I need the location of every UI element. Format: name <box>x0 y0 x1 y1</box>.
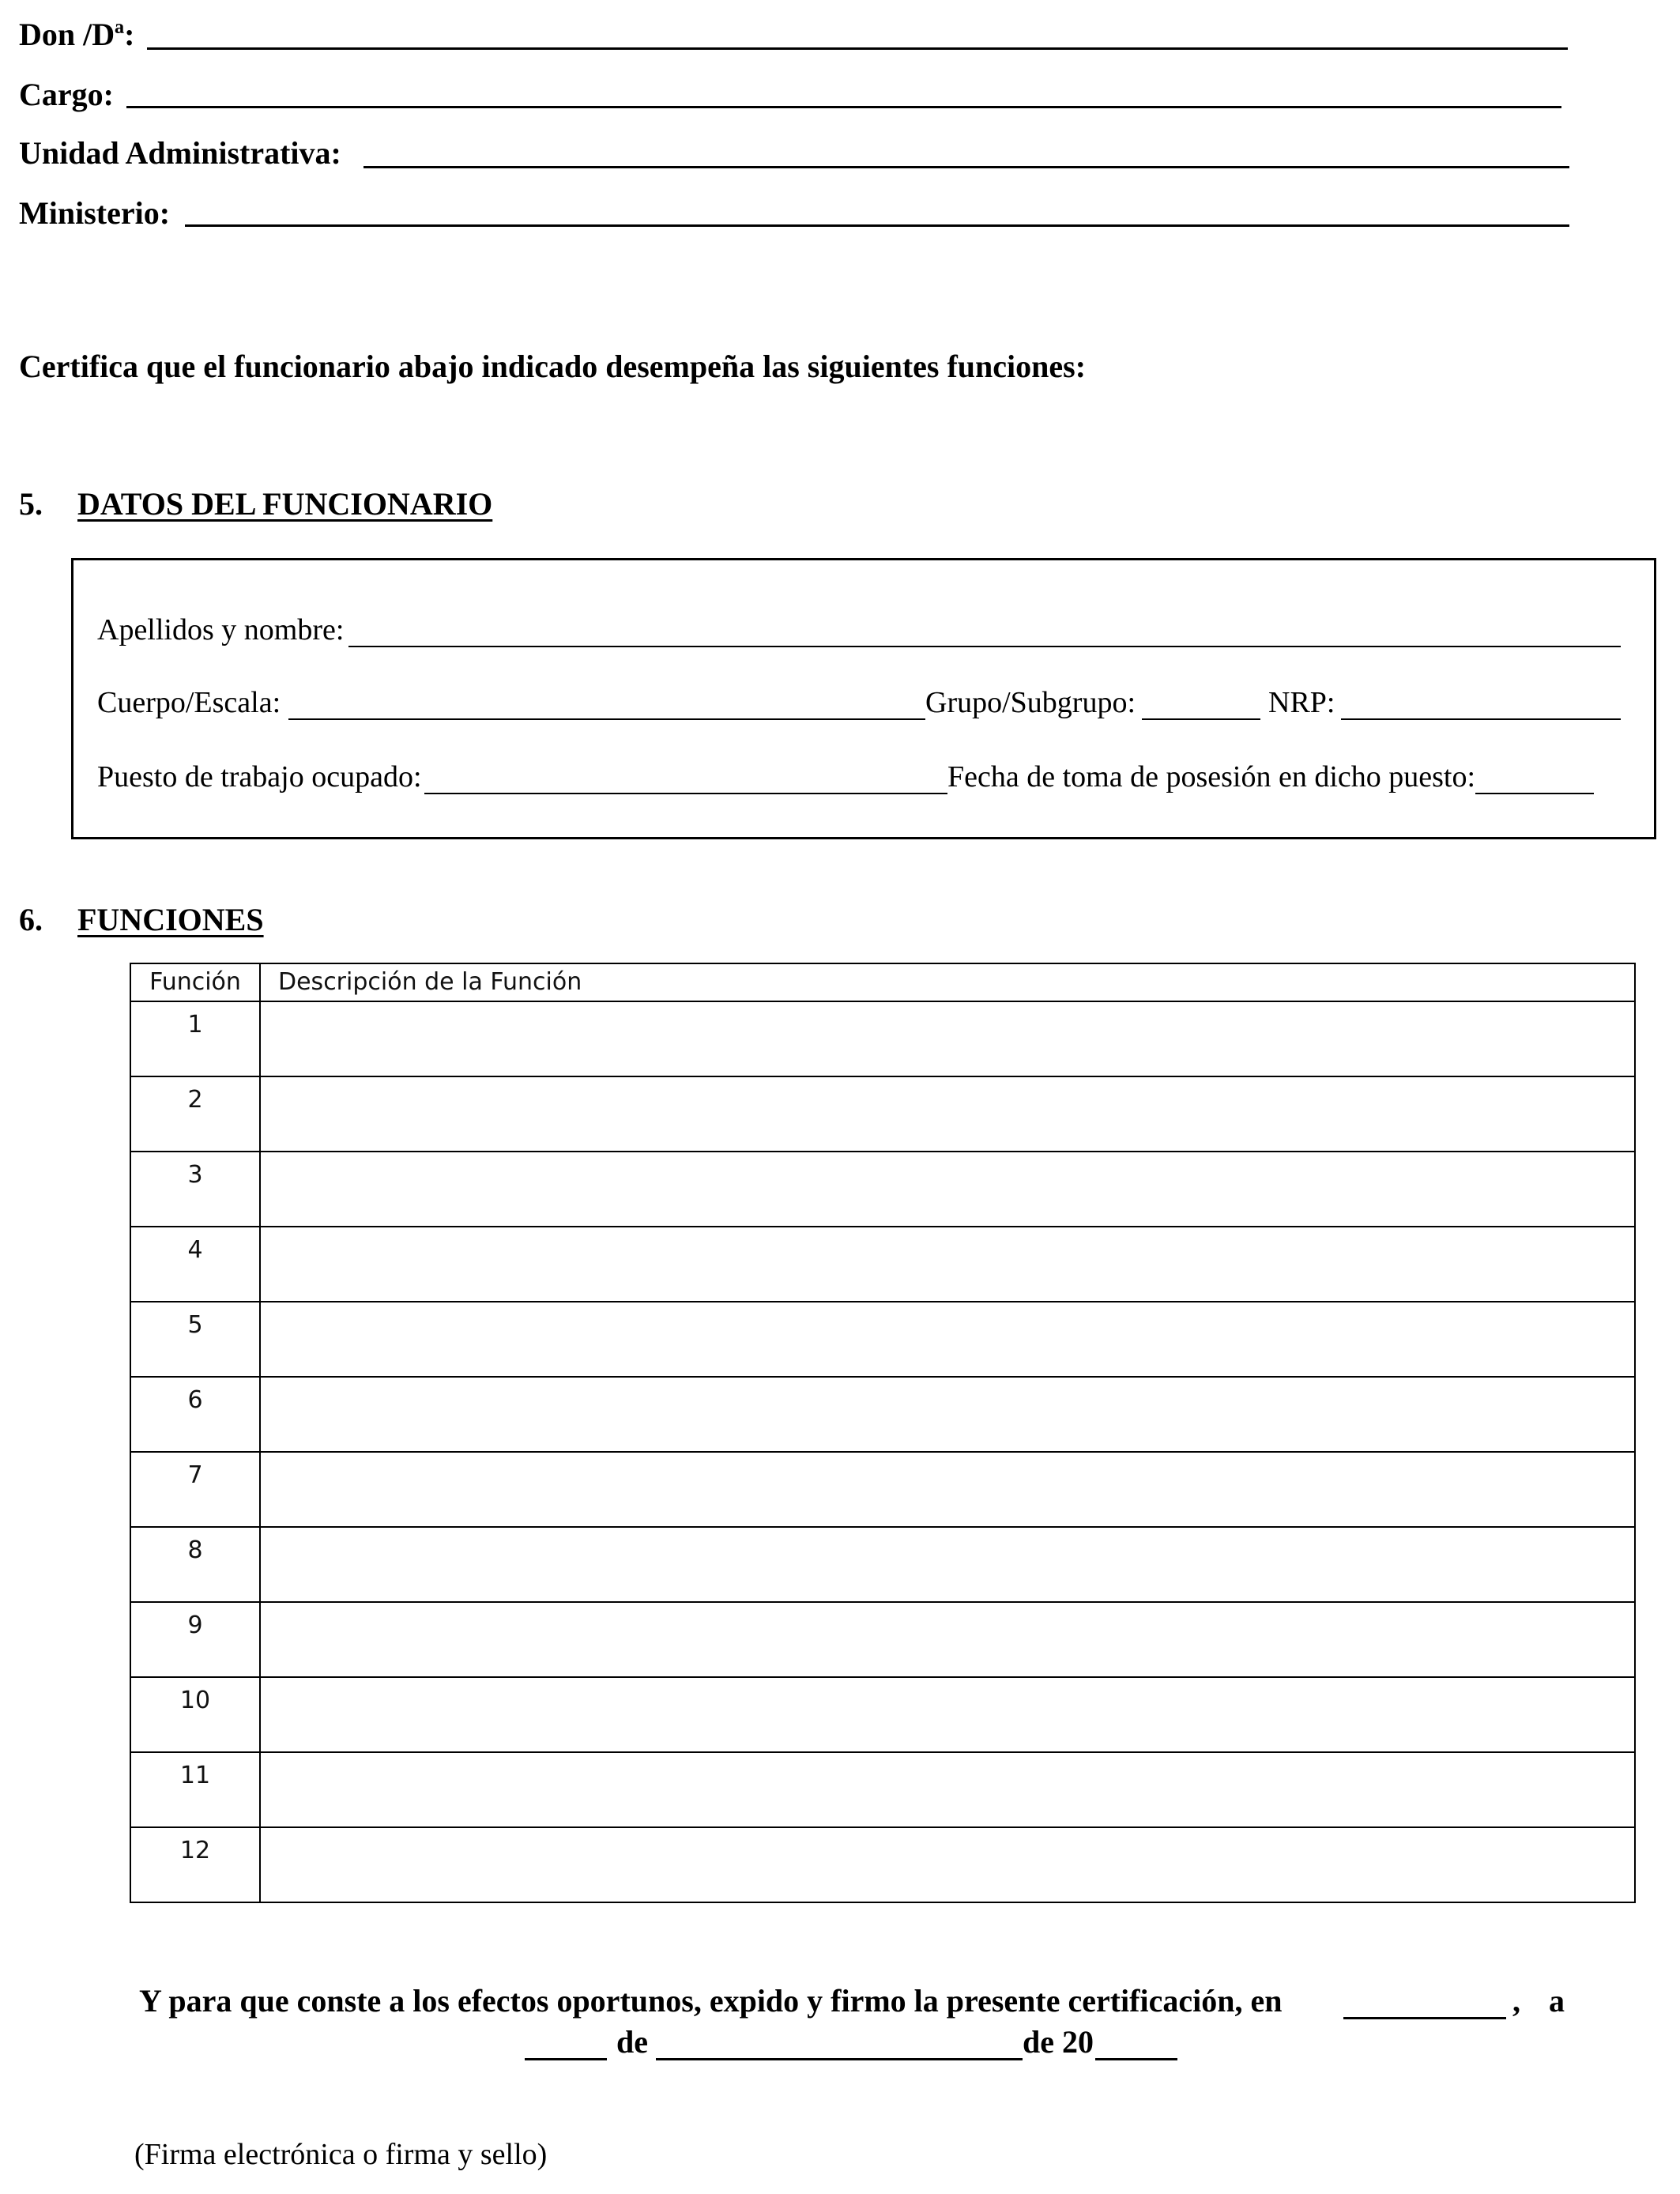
table-row <box>130 1076 1635 1152</box>
field-unidad-line[interactable] <box>363 166 1569 168</box>
field-don-line[interactable] <box>147 47 1568 50</box>
funciones-table <box>130 963 1636 1903</box>
description-cell[interactable] <box>260 1001 1635 1076</box>
row-number: 11 <box>130 1752 260 1827</box>
field-don-label: Don /Dª: <box>19 17 135 52</box>
closing-text: Y para que conste a los efectos oportunos, expido y firmo la presente certificación, en <box>139 1983 1283 2019</box>
row-number: 6 <box>130 1377 260 1452</box>
grupo-field[interactable] <box>1142 718 1260 720</box>
fecha-label: Fecha de toma de posesión en dicho puesto: <box>947 760 1476 794</box>
header-funcion: Función <box>130 963 260 1001</box>
description-cell[interactable] <box>260 1527 1635 1602</box>
table-row <box>130 1827 1635 1902</box>
grupo-label: Grupo/Subgrupo: <box>925 686 1136 719</box>
section-6-title: FUNCIONES <box>77 902 264 937</box>
cuerpo-label: Cuerpo/Escala: <box>97 686 281 719</box>
section-5-title: DATOS DEL FUNCIONARIO <box>77 486 493 522</box>
section-5-heading <box>0 485 1680 525</box>
field-ministerio-line[interactable] <box>185 224 1569 227</box>
section-6-heading <box>0 901 1680 941</box>
description-cell[interactable] <box>260 1602 1635 1677</box>
field-cargo-line[interactable] <box>126 106 1561 108</box>
apellidos-field[interactable] <box>348 646 1621 647</box>
table-row <box>130 1227 1635 1302</box>
field-ministerio <box>0 190 1680 237</box>
closing-a: a <box>1549 1983 1565 2019</box>
row-number: 4 <box>130 1227 260 1302</box>
closing-day-field[interactable] <box>525 2058 607 2060</box>
apellidos-label: Apellidos y nombre: <box>97 613 345 647</box>
field-unidad-label: Unidad Administrativa: <box>19 135 341 171</box>
row-number: 12 <box>130 1827 260 1902</box>
section-6-number: 6. <box>19 902 43 937</box>
closing-place-field[interactable] <box>1343 2017 1506 2019</box>
field-don <box>0 11 1680 58</box>
row-number: 8 <box>130 1527 260 1602</box>
certifica-text: Certifica que el funcionario abajo indicado desempeña las siguientes funciones: <box>19 349 1087 384</box>
description-cell[interactable] <box>260 1152 1635 1227</box>
closing-year-field[interactable] <box>1095 2058 1177 2060</box>
field-unidad <box>0 130 1680 177</box>
row-number: 7 <box>130 1452 260 1527</box>
field-cargo-label: Cargo: <box>19 77 114 112</box>
firma-text: (Firma electrónica o firma y sello) <box>134 2138 548 2171</box>
table-row <box>130 1602 1635 1677</box>
table-row <box>130 1752 1635 1827</box>
closing-comma: , <box>1512 1983 1520 2019</box>
closing-de-2: de 20 <box>1023 2024 1094 2060</box>
table-row <box>130 1152 1635 1227</box>
row-number: 1 <box>130 1001 260 1076</box>
table-row <box>130 1452 1635 1527</box>
puesto-label: Puesto de trabajo ocupado: <box>97 760 422 794</box>
nrp-field[interactable] <box>1341 718 1621 720</box>
closing-de-1: de <box>616 2024 648 2060</box>
table-row <box>130 1527 1635 1602</box>
table-row <box>130 1001 1635 1076</box>
field-cargo <box>0 71 1680 119</box>
description-cell[interactable] <box>260 1076 1635 1152</box>
description-cell[interactable] <box>260 1752 1635 1827</box>
nrp-label: NRP: <box>1268 686 1335 719</box>
field-ministerio-label: Ministerio: <box>19 195 171 231</box>
description-cell[interactable] <box>260 1302 1635 1377</box>
row-number: 2 <box>130 1076 260 1152</box>
cuerpo-field[interactable] <box>288 718 925 720</box>
fecha-field[interactable] <box>1475 793 1594 794</box>
row-number: 10 <box>130 1677 260 1752</box>
section-5-number: 5. <box>19 486 43 522</box>
table-row <box>130 1377 1635 1452</box>
description-cell[interactable] <box>260 1452 1635 1527</box>
description-cell[interactable] <box>260 1827 1635 1902</box>
header-descripcion: Descripción de la Función <box>260 963 1635 1001</box>
description-cell[interactable] <box>260 1227 1635 1302</box>
description-cell[interactable] <box>260 1677 1635 1752</box>
description-cell[interactable] <box>260 1377 1635 1452</box>
puesto-field[interactable] <box>424 793 947 794</box>
row-number: 9 <box>130 1602 260 1677</box>
table-header-row <box>130 963 1635 1001</box>
table-row <box>130 1302 1635 1377</box>
row-number: 3 <box>130 1152 260 1227</box>
row-number: 5 <box>130 1302 260 1377</box>
table-row <box>130 1677 1635 1752</box>
closing-month-field[interactable] <box>656 2058 1023 2060</box>
datos-funcionario-box <box>71 558 1656 839</box>
